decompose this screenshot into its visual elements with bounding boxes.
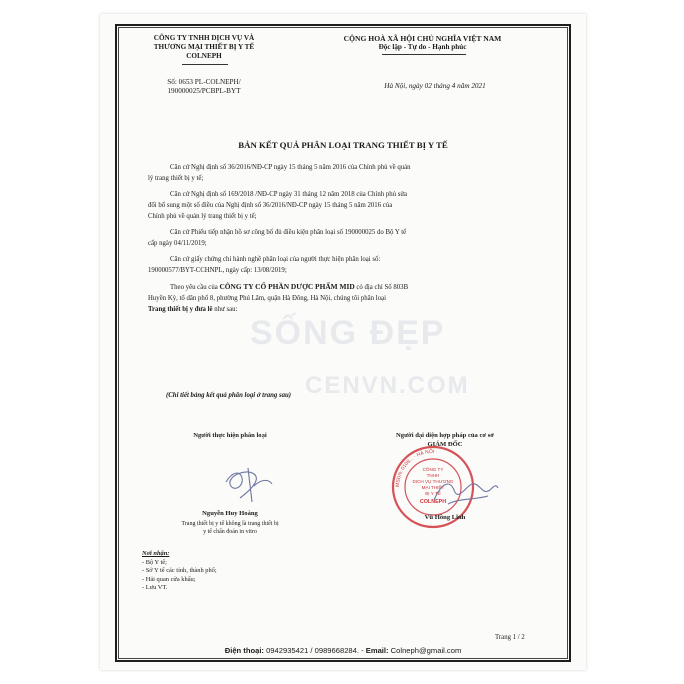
p5-post: có địa chỉ Số 803B xyxy=(356,284,409,291)
company-header xyxy=(130,34,278,61)
paragraph-1 xyxy=(148,162,544,184)
signer-left-note xyxy=(140,520,320,536)
place-date: Hà Nội, ngày 02 tháng 4 năm 2021 xyxy=(384,82,486,90)
seal-text-1: CÔNG TY xyxy=(422,467,444,472)
seal-text-4: MẠI THIẾT xyxy=(421,485,445,490)
recipient-item: - Lưu VT. xyxy=(142,584,168,592)
paragraph-3 xyxy=(148,227,544,249)
motto-underline xyxy=(382,54,466,55)
signer-left-note-2: y tế chẩn đoán in vitro xyxy=(203,529,257,535)
signature-right xyxy=(430,476,500,512)
paragraph-4 xyxy=(148,254,544,276)
document-number-line2: 190000025/PCBPL-BYT xyxy=(167,87,241,95)
document-number xyxy=(130,78,278,96)
seal-text-3: DỊCH VỤ THƯƠNG xyxy=(412,479,454,484)
recipient-item: - Sở Y tế các tỉnh, thành phố; xyxy=(142,567,217,575)
document-number-line1: Số: 0653 PL-COLNEPH/ xyxy=(167,78,241,86)
watermark-line-2: CENVN.COM xyxy=(305,372,470,399)
footer-separator: - xyxy=(361,646,366,655)
signer-right-role: GIÁM ĐỐC xyxy=(427,441,463,448)
recipient-item: - Hải quan cửa khẩu; xyxy=(142,575,196,583)
p1-line-b: lý trang thiết bị y tế; xyxy=(148,175,204,182)
recipients-title: Nơi nhận: xyxy=(142,550,170,557)
signer-left-note-1: Trang thiết bị y tế không là trang thiết bị xyxy=(181,521,279,527)
signer-left-name: Nguyễn Huy Hoàng xyxy=(202,510,258,517)
motto: Độc lập - Tự do - Hạnh phúc xyxy=(378,43,467,51)
signer-right-title: Người đại diện hợp pháp của cơ sở xyxy=(396,432,494,439)
signer-left-title: Người thực hiện phân loại xyxy=(193,432,267,439)
p5-pre: Theo yêu cầu của xyxy=(170,284,218,291)
seal-text-2: TNHH xyxy=(426,473,440,478)
recipients xyxy=(142,550,302,593)
footer-contact xyxy=(140,646,546,655)
country-name: CỘNG HOÀ XÃ HỘI CHỦ NGHĨA VIỆT NAM xyxy=(343,34,502,43)
phone-label: Điện thoại: xyxy=(224,646,264,655)
p3-line-a: Căn cứ Phiếu tiếp nhận hồ sơ công bố đủ điều kiện phân loại số 190000025 do Bộ Y tế xyxy=(170,229,407,236)
national-motto xyxy=(310,34,535,52)
watermark-line-1: SỐNG ĐẸP xyxy=(250,314,446,352)
paragraph-2 xyxy=(148,189,544,222)
detail-note: (Chi tiết bảng kết quả phân loại ở trang sau) xyxy=(166,392,292,399)
email-value: Colneph@gmail.com xyxy=(390,646,462,655)
seal-text-6: COLNEPH xyxy=(419,499,447,505)
phone-value: 0942935421 / 0989668284. xyxy=(266,646,359,655)
p5-line-a xyxy=(148,281,544,293)
p3-line-b: cấp ngày 04/11/2019; xyxy=(148,240,207,247)
signer-right-name: Vũ Hồng Lĩnh xyxy=(424,514,466,521)
p2-line-b: đổi bổ sung một số điều của Nghị định số 36/2016/NĐ-CP ngày 15 tháng 5 năm 2016 của xyxy=(148,202,393,209)
p4-line-a: Căn cứ giấy chứng chỉ hành nghề phân loại của người thực hiện phân loại số: xyxy=(170,256,381,263)
page-number: Trang 1 / 2 xyxy=(495,634,525,641)
p5-line-c xyxy=(148,304,544,315)
p5-line-b: Huyền Kỳ, tổ dân phố 8, phường Phú Lãm, quận Hà Đông, Hà Nội, chúng tôi phân loại xyxy=(148,295,386,302)
p2-line-c: Chính phủ về quản lý trang thiết bị y tế; xyxy=(148,213,257,220)
seal-ring-text: MSDN: 0108... · HÀ NỘI · xyxy=(394,448,438,488)
p5-c-post: như sau: xyxy=(214,306,238,313)
p5-bold-device: Trang thiết bị y đưa lê xyxy=(148,306,213,313)
company-name-line1: CÔNG TY TNHH DỊCH VỤ VÀ xyxy=(153,34,255,42)
paragraph-5 xyxy=(148,281,544,315)
signature-left xyxy=(218,462,278,506)
recipient-item: - Bộ Y tế; xyxy=(142,558,167,566)
seal-text-5: BỊ Y TẾ xyxy=(425,491,441,496)
p4-line-b: 190000577/BYT-CCHNPL, ngày cấp: 13/08/2019; xyxy=(148,267,287,274)
company-name-line3: COLNEPH xyxy=(186,52,222,60)
company-name-line2: THƯƠNG MẠI THIẾT BỊ Y TẾ xyxy=(153,43,255,51)
email-label: Email: xyxy=(365,646,389,655)
document-page xyxy=(100,14,586,670)
client-company: CÔNG TY CỔ PHẦN DƯỢC PHẨM MID xyxy=(219,282,355,291)
document-title: BẢN KẾT QUẢ PHÂN LOẠI TRANG THIẾT BỊ Y TẾ xyxy=(238,140,448,150)
p1-line-a: Căn cứ Nghị định số 36/2016/NĐ-CP ngày 15 tháng 5 năm 2016 của Chính phủ về quản xyxy=(170,164,411,171)
body-text xyxy=(148,162,544,315)
company-underline xyxy=(182,64,228,65)
p2-line-a: Căn cứ Nghị định số 169/2018 /NĐ-CP ngày 31 tháng 12 năm 2018 của Chính phủ sửa xyxy=(170,191,408,198)
